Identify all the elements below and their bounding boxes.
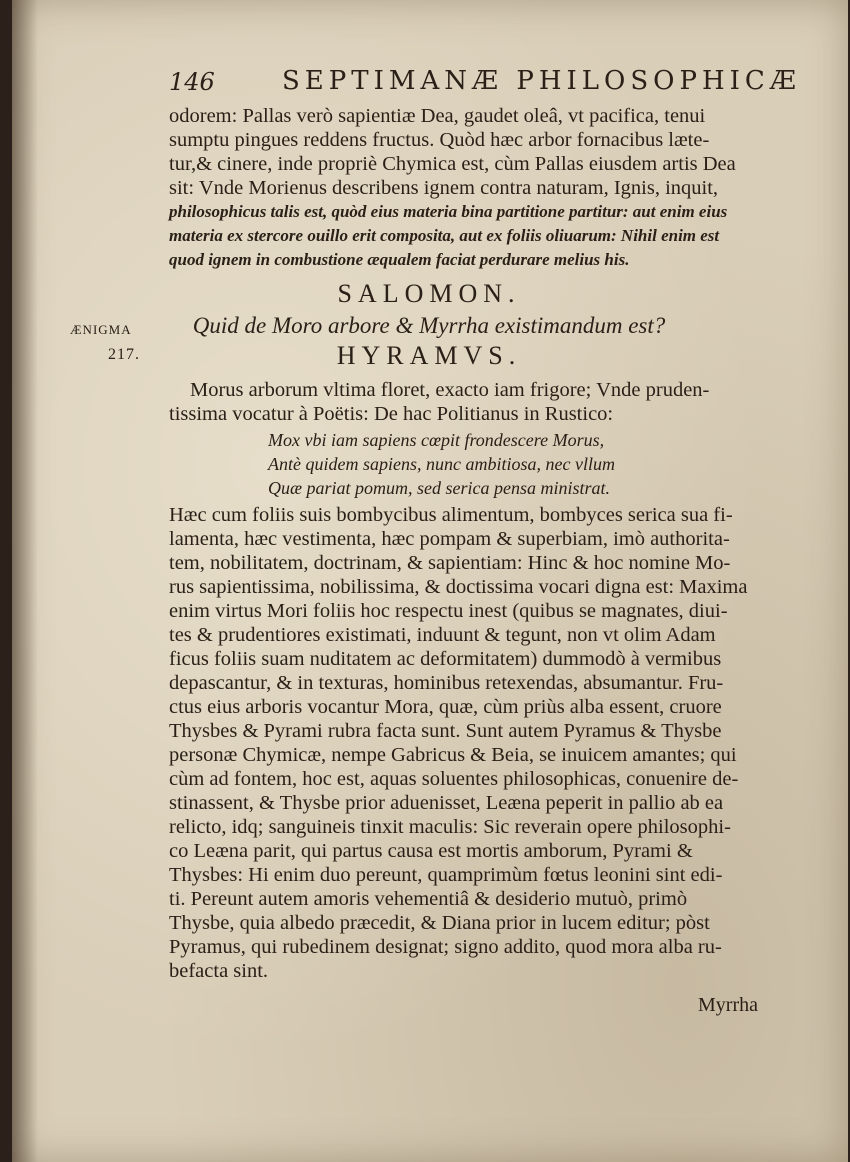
para2-line-1: Morus arborum vltima floret, exacto iam frigore; Vnde pruden- — [190, 379, 710, 401]
para1-line-4: sit: Vnde Morienus describens ignem contra naturam, Ignis, inquit, — [169, 177, 719, 199]
para3-line-10: Thysbes & Pyrami rubra facta sunt. Sunt autem Pyramus & Thysbe — [169, 720, 722, 742]
para3-line-2: lamenta, hæc vestimenta, hæc pompam & superbiam, imò authorita- — [169, 528, 730, 550]
book-page — [12, 0, 848, 1162]
para3-line-17: ti. Pereunt autem amoris vehementiâ & desiderio mutuò, primò — [169, 888, 688, 910]
margin-enigma-label: ÆNIGMA — [70, 322, 132, 337]
para2-line-2: tissima vocatur à Poëtis: De hac Politianus in Rustico: — [169, 403, 614, 425]
para3-line-14: relicto, idq; sanguineis tinxit maculis: Sic reverain opere philosophi- — [169, 816, 731, 838]
para3-line-12: cùm ad fontem, hoc est, aquas soluentes philosophicas, conuenire de- — [169, 768, 739, 790]
speaker-hyramus: HYRAMVS. — [336, 341, 522, 370]
para1-line-5: philosophicus talis est, quòd eius materia bina partitione partitur: aut enim eius — [169, 202, 728, 221]
para3-line-19: Pyramus, qui rubedinem designat; signo addito, quod mora alba ru- — [169, 936, 722, 958]
para3-line-1: Hæc cum foliis suis bombycibus alimentum, bombyces serica sua fi- — [169, 504, 733, 526]
verse-line-3: Quæ pariat pomum, sed serica pensa ministrat. — [268, 478, 610, 498]
para3-line-3: tem, nobilitatem, doctrinam, & sapientiam: Hinc & hoc nomine Mo- — [169, 552, 731, 574]
verse-line-1: Mox vbi iam sapiens cœpit frondescere Morus, — [268, 430, 605, 450]
para3-line-20: befacta sint. — [169, 960, 269, 982]
para3-line-11: personæ Chymicæ, nempe Gabricus & Beia, se inuicem amantes; qui — [169, 744, 737, 766]
para3-line-9: ctus eius arboris vocantur Mora, quæ, cùm priùs alba essent, cruore — [169, 696, 722, 718]
para1-line-6: materia ex stercore ouillo erit composita, aut ex foliis oliuarum: Nihil enim est — [169, 226, 720, 245]
para3-line-8: depascantur, & in texturas, hominibus retexendas, absumantur. Fru- — [169, 672, 724, 694]
para3-line-15: co Leæna parit, qui partus causa est mortis amborum, Pyrami & — [169, 840, 693, 862]
para3-line-13: stinassent, & Thysbe prior aduenisset, Leæna peperit in pallio ab ea — [169, 792, 724, 814]
running-title: SEPTIMANÆ PHILOSOPHICÆ — [282, 66, 801, 96]
para1-line-7: quod ignem in combustione æqualem faciat perdurare melius his. — [169, 250, 630, 269]
question-heading: Quid de Moro arbore & Myrrha existimandum est? — [192, 313, 666, 338]
para3-line-4: rus sapientissima, nobilissima, & doctissima vocari digna est: Maxima — [169, 576, 748, 598]
para1-line-3: tur,& cinere, inde propriè Chymica est, cùm Pallas eiusdem artis Dea — [169, 153, 736, 175]
para3-line-16: Thysbes: Hi enim duo pereunt, quamprimùm fœtus leonini sint edi- — [169, 864, 723, 886]
para3-line-5: enim virtus Mori foliis hoc respectu inest (quibus se magnates, diui- — [169, 600, 728, 622]
page-header — [169, 64, 801, 100]
binding-shadow — [12, 0, 38, 1162]
para1-line-1: odorem: Pallas verò sapientiæ Dea, gaudet oleâ, vt pacifica, tenui — [169, 105, 706, 127]
catchword: Myrrha — [698, 994, 758, 1016]
verse-line-2: Antè quidem sapiens, nunc ambitiosa, nec vllum — [268, 454, 615, 474]
para3-line-6: tes & prudentiores existimati, induunt & tegunt, non vt olim Adam — [169, 624, 716, 646]
speaker-salomon: SALOMON. — [337, 279, 521, 308]
margin-enigma-number: 217. — [108, 346, 140, 363]
para1-line-2: sumptu pingues reddens fructus. Quòd hæc arbor fornacibus læte- — [169, 129, 710, 151]
para3-line-7: ficus foliis suam nuditatem ac deformitatem) dummodò à vermibus — [169, 648, 722, 670]
para3-line-18: Thysbe, quia albedo præcedit, & Diana prior in lucem editur; pòst — [169, 912, 710, 934]
page-number: 146 — [169, 68, 215, 96]
